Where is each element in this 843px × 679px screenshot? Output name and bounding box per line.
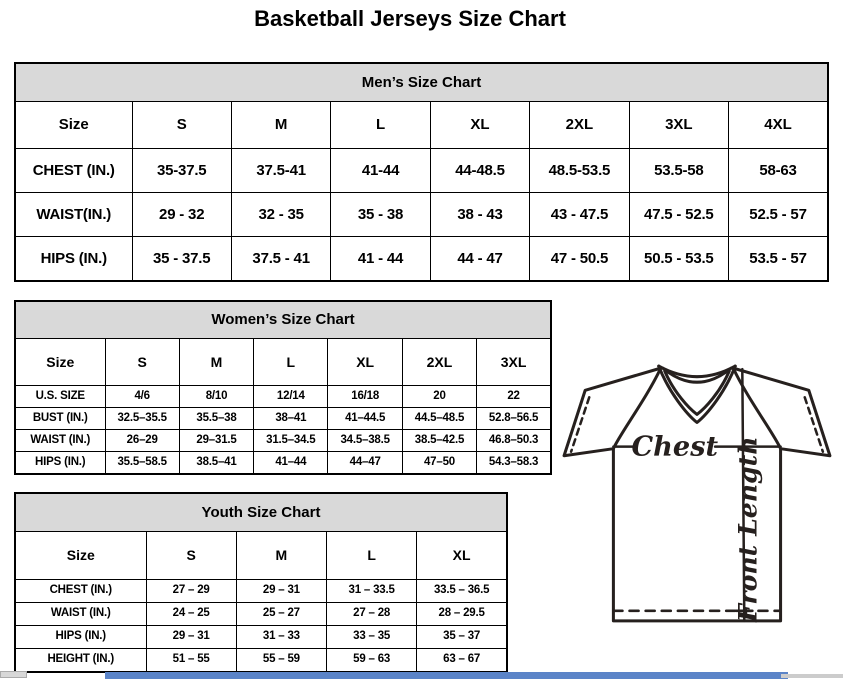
size-header-row bbox=[15, 532, 507, 580]
table-row bbox=[15, 149, 828, 193]
value-cell: 44-48.5 bbox=[430, 149, 529, 193]
row-label: WAIST (IN.) bbox=[15, 603, 146, 626]
table-row bbox=[15, 408, 551, 430]
size-column-header: S bbox=[132, 102, 231, 149]
value-cell: 38.5–42.5 bbox=[402, 430, 476, 452]
size-header-label: Size bbox=[15, 532, 146, 580]
value-cell: 51 – 55 bbox=[146, 649, 236, 673]
value-cell: 25 – 27 bbox=[236, 603, 326, 626]
value-cell: 29–31.5 bbox=[179, 430, 253, 452]
table-row bbox=[15, 237, 828, 282]
youth-chart-title: Youth Size Chart bbox=[15, 493, 507, 532]
jersey-outline bbox=[564, 368, 830, 621]
value-cell: 35 - 37.5 bbox=[132, 237, 231, 282]
jersey-measurement-diagram bbox=[556, 360, 842, 628]
row-label: HIPS (IN.) bbox=[15, 237, 132, 282]
row-label: CHEST (IN.) bbox=[15, 149, 132, 193]
value-cell: 31 – 33.5 bbox=[327, 580, 417, 603]
value-cell: 29 – 31 bbox=[236, 580, 326, 603]
value-cell: 48.5-53.5 bbox=[530, 149, 629, 193]
value-cell: 43 - 47.5 bbox=[530, 193, 629, 237]
size-column-header: M bbox=[179, 339, 253, 386]
value-cell: 55 – 59 bbox=[236, 649, 326, 673]
mens-size-chart-table bbox=[14, 62, 829, 282]
value-cell: 34.5–38.5 bbox=[328, 430, 402, 452]
size-column-header: 3XL bbox=[629, 102, 728, 149]
size-column-header: L bbox=[254, 339, 328, 386]
row-label: U.S. SIZE bbox=[15, 386, 105, 408]
row-label: WAIST(IN.) bbox=[15, 193, 132, 237]
value-cell: 41–44 bbox=[254, 452, 328, 475]
value-cell: 32 - 35 bbox=[231, 193, 330, 237]
table-row bbox=[15, 580, 507, 603]
value-cell: 38–41 bbox=[254, 408, 328, 430]
row-label: HIPS (IN.) bbox=[15, 626, 146, 649]
value-cell: 26–29 bbox=[105, 430, 179, 452]
value-cell: 31 – 33 bbox=[236, 626, 326, 649]
value-cell: 47.5 - 52.5 bbox=[629, 193, 728, 237]
table-row bbox=[15, 193, 828, 237]
value-cell: 4/6 bbox=[105, 386, 179, 408]
youth-size-chart-table bbox=[14, 492, 508, 673]
page-title: Basketball Jerseys Size Chart bbox=[254, 6, 566, 31]
value-cell: 20 bbox=[402, 386, 476, 408]
value-cell: 47 - 50.5 bbox=[530, 237, 629, 282]
size-column-header: M bbox=[236, 532, 326, 580]
size-column-header: S bbox=[105, 339, 179, 386]
size-column-header: L bbox=[331, 102, 430, 149]
value-cell: 37.5 - 41 bbox=[231, 237, 330, 282]
value-cell: 52.8–56.5 bbox=[477, 408, 551, 430]
size-header-label: Size bbox=[15, 102, 132, 149]
value-cell: 41 - 44 bbox=[331, 237, 430, 282]
table-row bbox=[15, 452, 551, 475]
value-cell: 28 – 29.5 bbox=[417, 603, 507, 626]
row-label: BUST (IN.) bbox=[15, 408, 105, 430]
size-column-header: 2XL bbox=[530, 102, 629, 149]
value-cell: 35.5–38 bbox=[179, 408, 253, 430]
value-cell: 27 – 28 bbox=[327, 603, 417, 626]
value-cell: 32.5–35.5 bbox=[105, 408, 179, 430]
row-label: CHEST (IN.) bbox=[15, 580, 146, 603]
table-row bbox=[15, 649, 507, 673]
value-cell: 24 – 25 bbox=[146, 603, 236, 626]
value-cell: 29 – 31 bbox=[146, 626, 236, 649]
horizontal-scrollbar-track[interactable] bbox=[781, 674, 843, 678]
value-cell: 63 – 67 bbox=[417, 649, 507, 673]
table-title-row bbox=[15, 63, 828, 102]
table-row bbox=[15, 430, 551, 452]
size-header-row bbox=[15, 102, 828, 149]
value-cell: 53.5-58 bbox=[629, 149, 728, 193]
scrollbar-left-button[interactable] bbox=[0, 671, 27, 678]
value-cell: 58-63 bbox=[729, 149, 828, 193]
value-cell: 35-37.5 bbox=[132, 149, 231, 193]
value-cell: 53.5 - 57 bbox=[729, 237, 828, 282]
table-row bbox=[15, 603, 507, 626]
size-column-header: 3XL bbox=[477, 339, 551, 386]
size-column-header: XL bbox=[328, 339, 402, 386]
size-column-header: 2XL bbox=[402, 339, 476, 386]
value-cell: 12/14 bbox=[254, 386, 328, 408]
womens-size-chart-table bbox=[14, 300, 552, 475]
value-cell: 54.3–58.3 bbox=[477, 452, 551, 475]
size-column-header: XL bbox=[417, 532, 507, 580]
row-label: HIPS (IN.) bbox=[15, 452, 105, 475]
value-cell: 46.8–50.3 bbox=[477, 430, 551, 452]
value-cell: 33.5 – 36.5 bbox=[417, 580, 507, 603]
value-cell: 50.5 - 53.5 bbox=[629, 237, 728, 282]
value-cell: 37.5-41 bbox=[231, 149, 330, 193]
size-column-header: M bbox=[231, 102, 330, 149]
size-column-header: 4XL bbox=[729, 102, 828, 149]
value-cell: 35 - 38 bbox=[331, 193, 430, 237]
table-title-row bbox=[15, 493, 507, 532]
size-column-header: S bbox=[146, 532, 236, 580]
value-cell: 35 – 37 bbox=[417, 626, 507, 649]
value-cell: 22 bbox=[477, 386, 551, 408]
chest-label: Chest bbox=[631, 430, 719, 463]
value-cell: 16/18 bbox=[328, 386, 402, 408]
table-row bbox=[15, 626, 507, 649]
value-cell: 41-44 bbox=[331, 149, 430, 193]
size-column-header: XL bbox=[430, 102, 529, 149]
value-cell: 52.5 - 57 bbox=[729, 193, 828, 237]
row-label: WAIST (IN.) bbox=[15, 430, 105, 452]
size-column-header: L bbox=[327, 532, 417, 580]
value-cell: 44 - 47 bbox=[430, 237, 529, 282]
jersey-diagram-svg bbox=[556, 360, 842, 628]
mens-chart-title: Men’s Size Chart bbox=[15, 63, 828, 102]
size-header-label: Size bbox=[15, 339, 105, 386]
value-cell: 44–47 bbox=[328, 452, 402, 475]
front-length-label: Front Length bbox=[732, 436, 763, 623]
value-cell: 38.5–41 bbox=[179, 452, 253, 475]
value-cell: 8/10 bbox=[179, 386, 253, 408]
value-cell: 59 – 63 bbox=[327, 649, 417, 673]
horizontal-scrollbar-thumb[interactable] bbox=[105, 672, 788, 679]
value-cell: 27 – 29 bbox=[146, 580, 236, 603]
value-cell: 29 - 32 bbox=[132, 193, 231, 237]
value-cell: 47–50 bbox=[402, 452, 476, 475]
value-cell: 33 – 35 bbox=[327, 626, 417, 649]
value-cell: 35.5–58.5 bbox=[105, 452, 179, 475]
womens-chart-title: Women’s Size Chart bbox=[15, 301, 551, 339]
value-cell: 31.5–34.5 bbox=[254, 430, 328, 452]
value-cell: 38 - 43 bbox=[430, 193, 529, 237]
table-title-row bbox=[15, 301, 551, 339]
table-row bbox=[15, 386, 551, 408]
row-label: HEIGHT (IN.) bbox=[15, 649, 146, 673]
value-cell: 41–44.5 bbox=[328, 408, 402, 430]
value-cell: 44.5–48.5 bbox=[402, 408, 476, 430]
size-header-row bbox=[15, 339, 551, 386]
